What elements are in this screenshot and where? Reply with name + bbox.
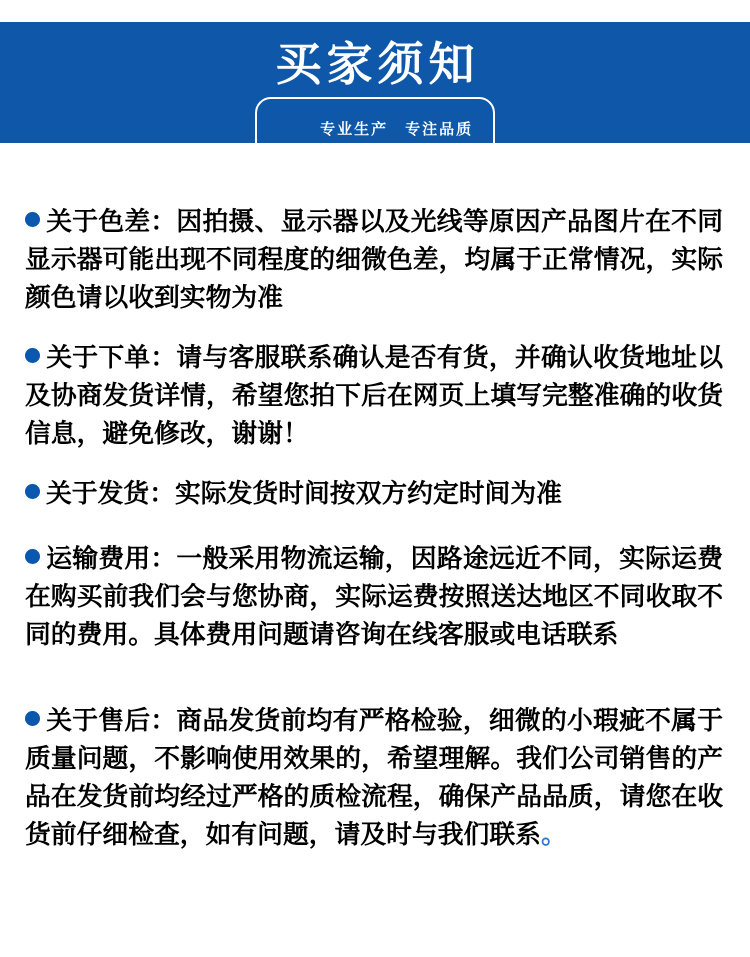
bullet-dot-icon <box>25 711 40 726</box>
buyer-notice-page <box>0 22 750 957</box>
bullet-dot-icon <box>25 549 40 564</box>
notice-ordering <box>25 339 723 453</box>
bullet-dot-icon <box>25 212 40 227</box>
notice-text: 关于发货：实际发货时间按双方约定时间为准 <box>46 479 562 509</box>
bullet-dot-icon <box>25 348 40 363</box>
notice-text: 关于售后：商品发货前均有严格检验，细微的小瑕疵不属于质量问题，不影响使用效果的，希望理解。我们公司销售的产品在发货前均经过严格的质检流程，确保产品品质，请您在收货前仔细检查，如有问题，请及时与我们联系 <box>25 706 723 850</box>
bullet-dot-icon <box>25 484 40 499</box>
notice-ending-period: 。 <box>540 820 567 850</box>
notice-freight <box>25 540 723 654</box>
slogan-badge <box>255 97 495 161</box>
notice-list <box>0 143 750 854</box>
page-title: 买家须知 <box>275 37 480 91</box>
header-banner <box>0 22 750 143</box>
notice-after-sales <box>25 702 723 854</box>
notice-text: 关于下单：请与客服联系确认是否有货，并确认收货地址以及协商发货详情，希望您拍下后在网页上填写完整准确的收货信息，避免修改，谢谢！ <box>25 343 723 449</box>
notice-text: 运输费用：一般采用物流运输，因路途远近不同，实际运费在购买前我们会与您协商，实际运费按照送达地区不同收取不同的费用。具体费用问题请咨询在线客服或电话联系 <box>25 544 723 650</box>
notice-text: 关于色差：因拍摄、显示器以及光线等原因产品图片在不同显示器可能出现不同程度的细微色差，均属于正常情况，实际颜色请以收到实物为准 <box>25 207 723 313</box>
notice-shipping <box>25 475 723 513</box>
slogan-text: 专业生产 专注品质 <box>320 120 474 138</box>
notice-color-difference <box>25 203 723 317</box>
